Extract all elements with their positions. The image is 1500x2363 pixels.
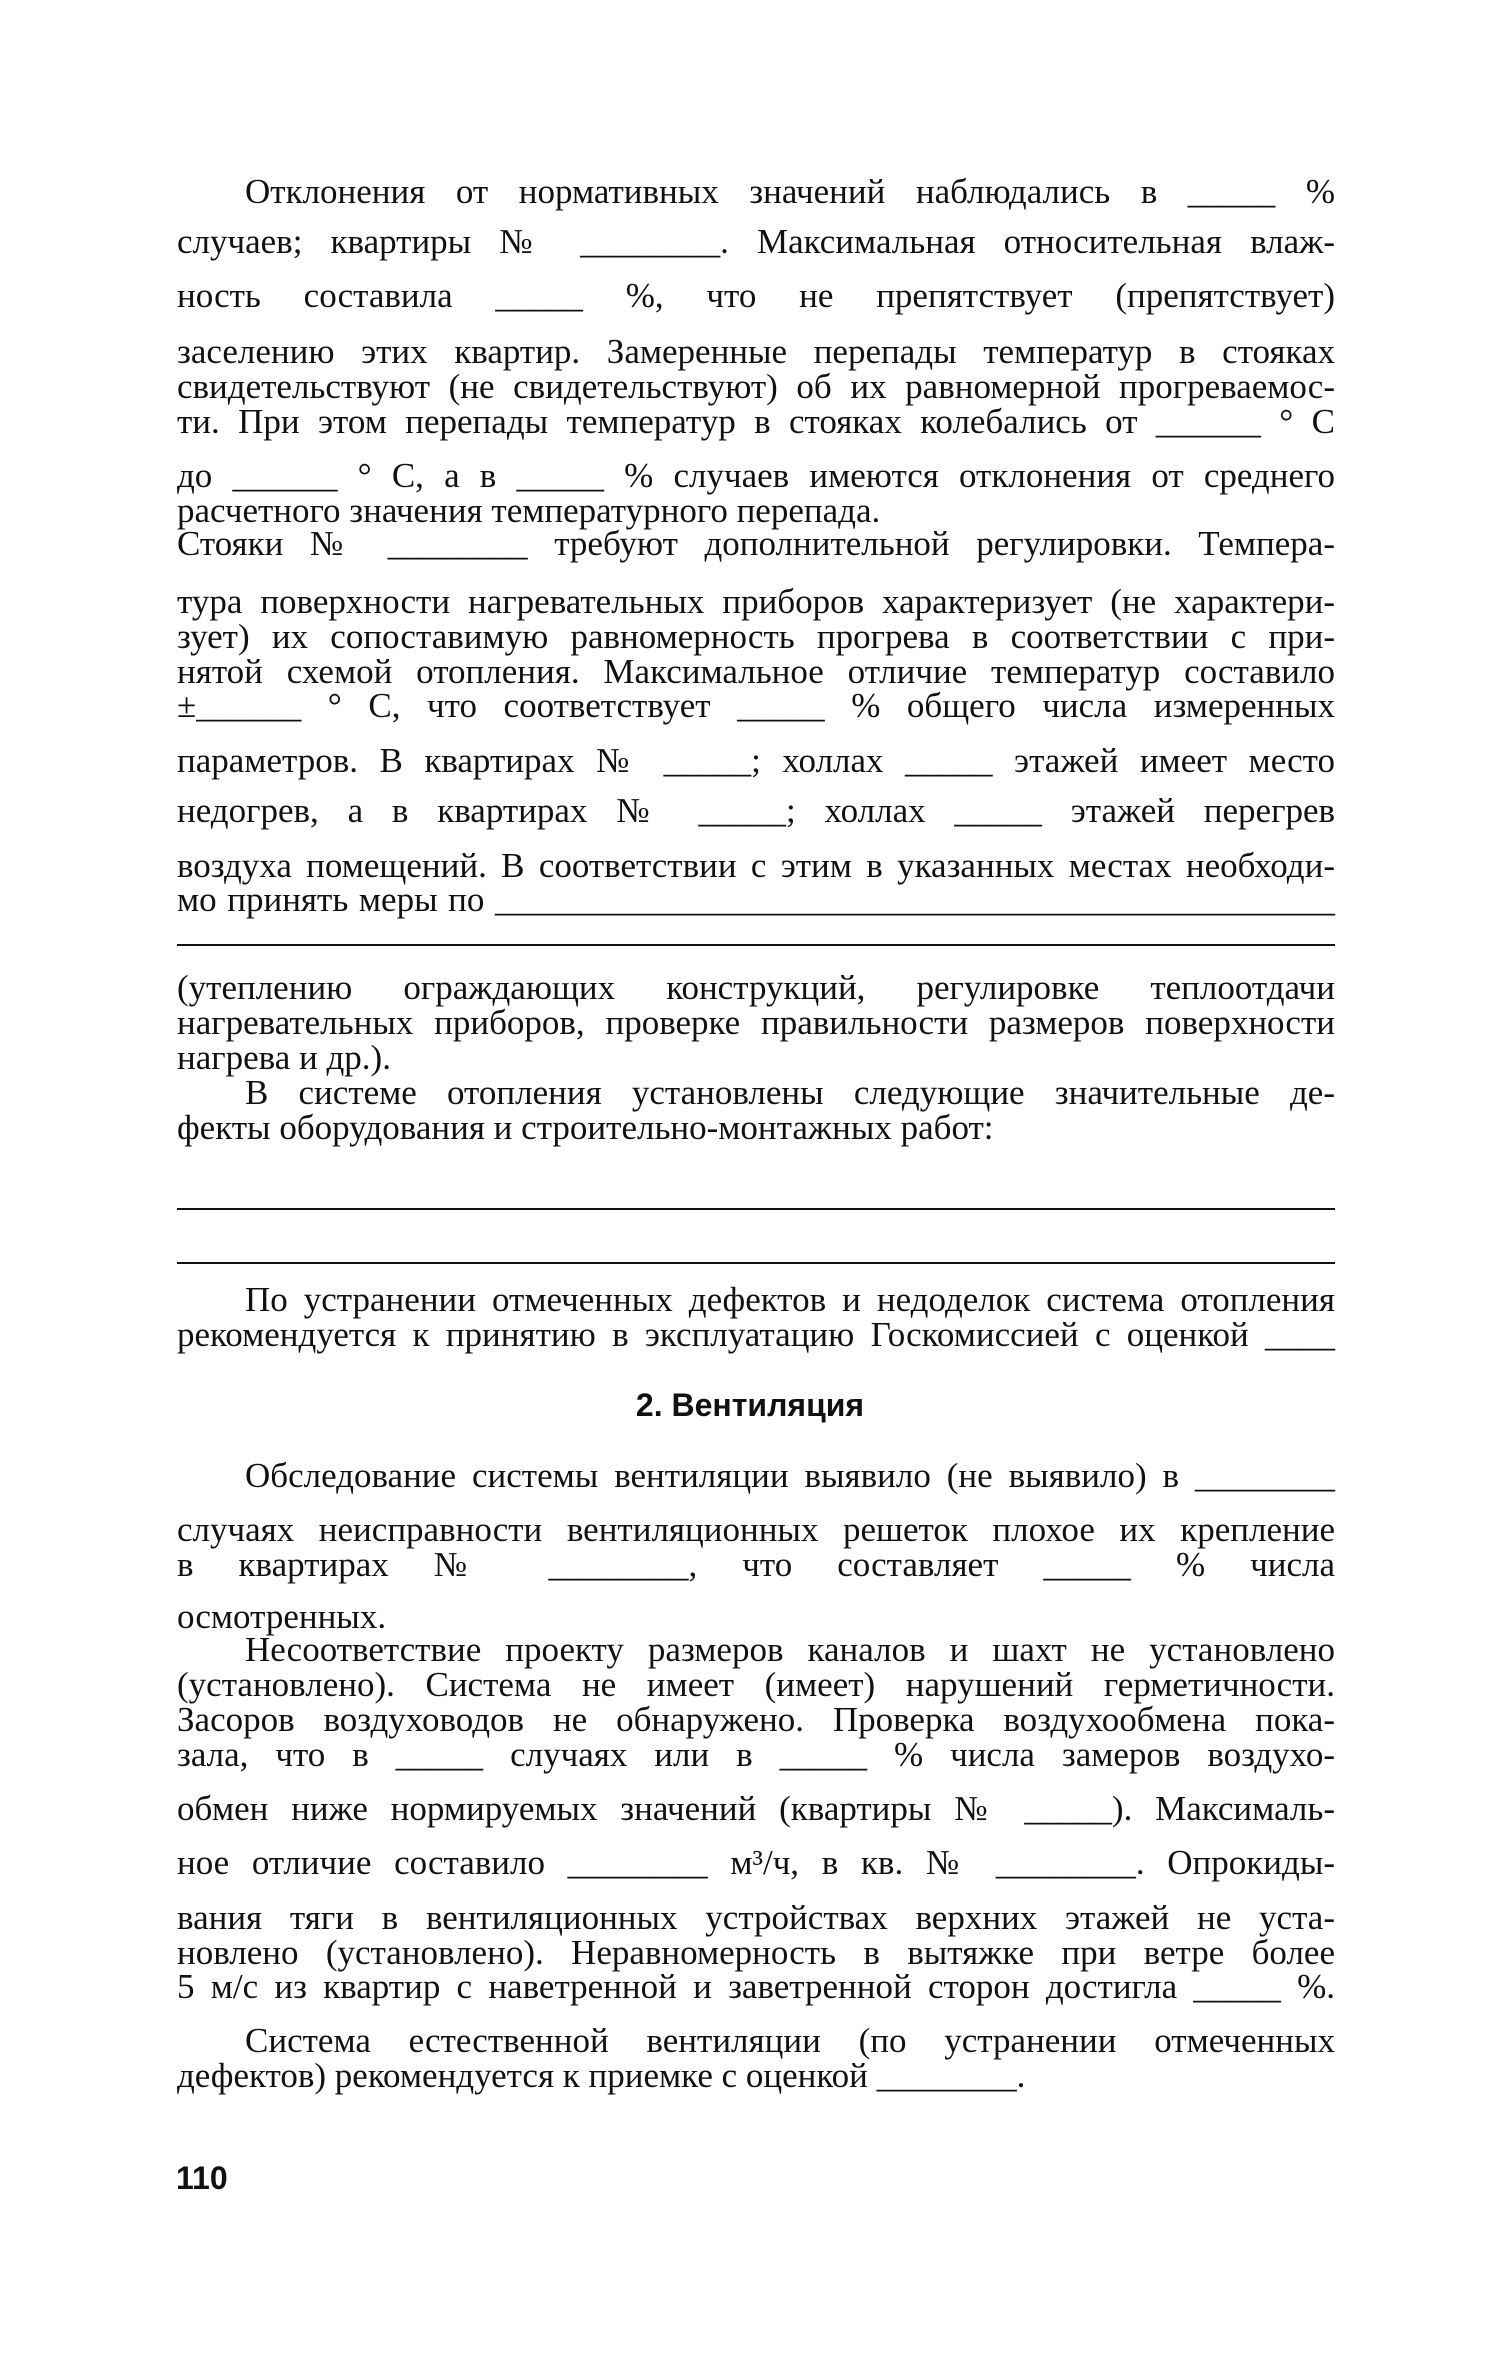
text-line: до ______ ° С, а в _____ % случаев имеются отклонения от среднего (177, 456, 1335, 495)
text-line: случаев; квартиры № ________. Максимальная относительная влаж- (177, 222, 1335, 261)
text-line: ±______ ° С, что соответствует _____ % общего числа измеренных (177, 686, 1335, 725)
blank-answer-line (177, 1262, 1335, 1264)
text-line: ти. При этом перепады температур в стояках колебались от ______ ° С (177, 402, 1335, 441)
text-line: Несоответствие проекту размеров каналов и шахт не установлено (245, 1630, 1335, 1669)
blank-answer-line (177, 1208, 1335, 1210)
text-line: тура поверхности нагревательных приборов характеризует (не характери- (177, 582, 1335, 621)
text-line: мо принять меры по ________________________________________________ (177, 880, 1335, 919)
text-line: заселению этих квартир. Замеренные перепады температур в стояках (177, 332, 1335, 371)
text-line: нагрева и др.). (177, 1038, 391, 1077)
text-line: случаях неисправности вентиляционных решеток плохое их крепление (177, 1510, 1335, 1549)
section-heading: 2. Вентиляция (635, 1387, 865, 1423)
text-line: зала, что в _____ случаях или в _____ % числа замеров воздухо- (177, 1735, 1335, 1774)
text-line: новлено (установлено). Неравномерность в вытяжке при ветре более (177, 1933, 1335, 1972)
text-line: недогрев, а в квартирах № _____; холлах _____ этажей перегрев (177, 791, 1335, 830)
text-line: 5 м/с из квартир с наветренной и заветренной сторон достигла _____ %. (177, 1967, 1335, 2006)
text-line: Отклонения от нормативных значений наблюдались в _____ % (245, 172, 1335, 211)
text-line: осмотренных. (177, 1597, 387, 1636)
text-line: ность составила _____ %, что не препятствует (препятствует) (177, 276, 1335, 315)
text-line: обмен ниже нормируемых значений (квартиры № _____). Максималь- (177, 1789, 1335, 1828)
text-line: свидетельствуют (не свидетельствуют) об их равномерной прогреваемос- (177, 367, 1335, 406)
text-line: Обследование системы вентиляции выявило (не выявило) в ________ (245, 1456, 1335, 1495)
text-line: Система естественной вентиляции (по устранении отмеченных (245, 2021, 1335, 2060)
blank-answer-line (177, 944, 1335, 946)
text-line: По устранении отмеченных дефектов и недоделок система отопления (245, 1280, 1335, 1319)
text-line: параметров. В квартирах № _____; холлах _____ этажей имеет место (177, 741, 1335, 780)
text-line: В системе отопления установлены следующие значительные де- (245, 1073, 1335, 1112)
text-line: зует) их сопоставимую равномерность прогрева в соответствии с при- (177, 617, 1335, 656)
text-line: дефектов) рекомендуется к приемке с оценкой ________. (177, 2056, 1026, 2095)
text-line: нагревательных приборов, проверке правильности размеров поверхности (177, 1003, 1335, 1042)
text-line: (установлено). Система не имеет (имеет) нарушений герметичности. (177, 1665, 1335, 1704)
text-line: расчетного значения температурного перепада. (177, 491, 881, 530)
text-line: ное отличие составило ________ м³/ч, в кв. № ________. Опрокиды- (177, 1843, 1335, 1882)
page-number: 110 (176, 2160, 228, 2196)
text-line: Засоров воздуховодов не обнаружено. Проверка воздухообмена пока- (177, 1700, 1335, 1739)
text-line: в квартирах № ________, что составляет _____ % числа (177, 1545, 1335, 1584)
text-line: рекомендуется к принятию в эксплуатацию Госкомиссией с оценкой ____ (177, 1315, 1335, 1354)
text-line: фекты оборудования и строительно-монтажных работ: (177, 1108, 994, 1147)
text-line: Стояки № ________ требуют дополнительной регулировки. Темпера- (177, 524, 1335, 563)
text-line: вания тяги в вентиляционных устройствах верхних этажей не уста- (177, 1898, 1335, 1937)
text-line: (утеплению ограждающих конструкций, регулировке теплоотдачи (177, 968, 1335, 1007)
text-line: нятой схемой отопления. Максимальное отличие температур составило (177, 652, 1335, 691)
text-line: воздуха помещений. В соответствии с этим в указанных местах необходи- (177, 846, 1335, 885)
